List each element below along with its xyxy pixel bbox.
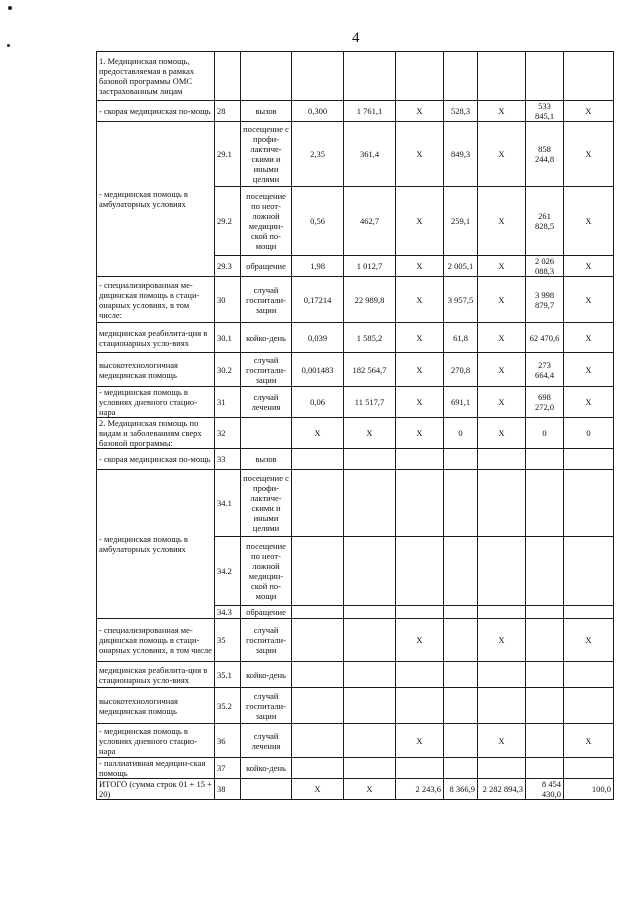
value-cell [478,688,526,724]
value-cell: X [564,323,614,353]
value-cell [478,662,526,688]
table-row [97,724,614,758]
value-cell: X [564,277,614,323]
value-cell: 0,039 [292,323,344,353]
value-cell: 528,3 [444,101,478,122]
table-row [97,277,614,323]
value-cell: 0 [564,418,614,449]
value-cell [396,52,444,101]
value-cell: 2 005,1 [444,256,478,277]
value-cell: 8 454 430,0 [526,779,564,800]
table-row [97,387,614,418]
value-cell [344,688,396,724]
unit-cell: вызов [241,101,292,122]
table-row [97,122,614,187]
row-number: 35 [215,619,241,662]
row-name: высокотехнологичная медицинская помощь [97,688,215,724]
value-cell [564,449,614,470]
table-row [97,470,614,537]
table-row [97,619,614,662]
value-cell [478,470,526,537]
row-number: 33 [215,449,241,470]
unit-cell: койко-день [241,758,292,779]
value-cell: X [396,256,444,277]
value-cell: X [344,779,396,800]
value-cell [292,758,344,779]
value-cell: 3 957,5 [444,277,478,323]
page-number: 4 [352,30,360,46]
value-cell: 273 664,4 [526,353,564,387]
value-cell [478,449,526,470]
value-cell [444,470,478,537]
table-row [97,688,614,724]
unit-cell: койко-день [241,323,292,353]
value-cell: 533 845,1 [526,101,564,122]
value-cell: 0 [444,418,478,449]
unit-cell [241,418,292,449]
value-cell: X [478,353,526,387]
row-name: - медицинская помощь в амбулаторных условиях [97,122,215,277]
scan-dot [8,6,12,10]
value-cell: X [478,187,526,256]
value-cell [478,537,526,606]
value-cell: 858 244,8 [526,122,564,187]
row-number: 34.3 [215,606,241,619]
value-cell [526,52,564,101]
row-name: 1. Медицинская помощь, предоставляемая в рамках базовой программы ОМС застрахованным лицам [97,52,215,101]
table-row [97,101,614,122]
row-number: 36 [215,724,241,758]
value-cell: 62 470,6 [526,323,564,353]
value-cell [396,470,444,537]
row-name: - медицинская помощь в условиях дневного стацио-нара [97,724,215,758]
value-cell: X [478,323,526,353]
value-cell: X [478,724,526,758]
value-cell: X [564,101,614,122]
value-cell [526,606,564,619]
row-name: - специализированная ме-дицинская помощь в стаци-онарных условиях, в том числе [97,619,215,662]
row-number: 32 [215,418,241,449]
tariff-table [96,51,614,800]
value-cell [526,619,564,662]
value-cell: 361,4 [344,122,396,187]
value-cell [396,662,444,688]
value-cell [478,52,526,101]
value-cell: X [396,187,444,256]
value-cell: 0,001483 [292,353,344,387]
value-cell: 0,56 [292,187,344,256]
value-cell: X [478,387,526,418]
value-cell: X [292,418,344,449]
value-cell: 698 272,0 [526,387,564,418]
value-cell: 849,3 [444,122,478,187]
value-cell [292,606,344,619]
value-cell: X [478,418,526,449]
value-cell: 182 564,7 [344,353,396,387]
value-cell [292,724,344,758]
value-cell: X [564,619,614,662]
value-cell: X [292,779,344,800]
value-cell [344,619,396,662]
value-cell [526,470,564,537]
value-cell [526,662,564,688]
value-cell: 1 761,1 [344,101,396,122]
value-cell [292,470,344,537]
value-cell [292,52,344,101]
value-cell [564,606,614,619]
value-cell [444,724,478,758]
value-cell: 691,1 [444,387,478,418]
unit-cell: обращение [241,256,292,277]
value-cell [396,449,444,470]
value-cell: 11 517,7 [344,387,396,418]
value-cell: X [478,277,526,323]
row-name: - паллиативная медицин-ская помощь [97,758,215,779]
unit-cell: посещение по неот-ложной медицин-ской по-мощи [241,187,292,256]
unit-cell: обращение [241,606,292,619]
value-cell: 2 243,6 [396,779,444,800]
value-cell [292,537,344,606]
row-name: - медицинская помощь в условиях дневного стацио-нара [97,387,215,418]
value-cell: X [396,353,444,387]
value-cell: 100,0 [564,779,614,800]
value-cell: X [564,122,614,187]
value-cell: X [396,724,444,758]
value-cell: X [478,101,526,122]
row-number: 35.1 [215,662,241,688]
row-number: 28 [215,101,241,122]
value-cell: X [478,256,526,277]
value-cell: 22 989,8 [344,277,396,323]
unit-cell: вызов [241,449,292,470]
row-number: 29.1 [215,122,241,187]
row-name: высокотехнологичная медицинская помощь [97,353,215,387]
value-cell [564,662,614,688]
value-cell [396,688,444,724]
unit-cell: посещение с профи-лактиче-скими и иными целями [241,122,292,187]
row-number: 31 [215,387,241,418]
value-cell: X [564,187,614,256]
value-cell [564,470,614,537]
value-cell: X [396,387,444,418]
value-cell [396,537,444,606]
value-cell [396,758,444,779]
value-cell [292,688,344,724]
unit-cell: случай госпитали-зации [241,619,292,662]
value-cell: X [396,122,444,187]
row-name: медицинская реабилита-ция в стационарных усло-виях [97,323,215,353]
value-cell [344,724,396,758]
value-cell [344,537,396,606]
unit-cell: случай госпитали-зации [241,277,292,323]
table-row [97,52,614,101]
value-cell: X [396,323,444,353]
value-cell: X [478,122,526,187]
row-number: 37 [215,758,241,779]
value-cell: 1 585,2 [344,323,396,353]
row-name: 2. Медицинская помощь по видам и заболеваниям сверх базовой программы: [97,418,215,449]
value-cell [526,537,564,606]
unit-cell: случай лечения [241,724,292,758]
row-name: - скорая медицинская по-мощь [97,101,215,122]
value-cell: 3 998 879,7 [526,277,564,323]
value-cell: 0,17214 [292,277,344,323]
value-cell: X [344,418,396,449]
table-row [97,323,614,353]
unit-cell: койко-день [241,662,292,688]
value-cell: 2 026 088,3 [526,256,564,277]
table-row [97,662,614,688]
table-row [97,353,614,387]
value-cell [344,449,396,470]
value-cell: 259,1 [444,187,478,256]
scan-dot [7,44,10,47]
unit-cell [241,52,292,101]
value-cell: 0 [526,418,564,449]
value-cell: 462,7 [344,187,396,256]
value-cell: X [564,256,614,277]
row-number [215,52,241,101]
value-cell [526,724,564,758]
value-cell: 261 828,5 [526,187,564,256]
value-cell: 0,300 [292,101,344,122]
row-name: - специализированная ме-дицинская помощь в стаци-онарных условиях, в том числе: [97,277,215,323]
value-cell [564,758,614,779]
row-number: 29.2 [215,187,241,256]
value-cell [292,449,344,470]
value-cell [526,449,564,470]
value-cell [344,606,396,619]
value-cell: 2,35 [292,122,344,187]
row-number: 30.2 [215,353,241,387]
value-cell: X [396,418,444,449]
value-cell: 8 366,9 [444,779,478,800]
row-number: 30 [215,277,241,323]
row-name: - медицинская помощь в амбулаторных условиях [97,470,215,619]
row-number: 38 [215,779,241,800]
row-name: ИТОГО (сумма строк 01 + 15 + 20) [97,779,215,800]
value-cell [564,52,614,101]
value-cell [344,470,396,537]
value-cell [526,688,564,724]
value-cell: 270,8 [444,353,478,387]
value-cell [444,662,478,688]
value-cell [564,537,614,606]
value-cell [444,449,478,470]
value-cell [344,758,396,779]
value-cell [344,52,396,101]
row-name: - скорая медицинская по-мощь [97,449,215,470]
row-number: 34.2 [215,537,241,606]
unit-cell: случай госпитали-зации [241,353,292,387]
row-number: 34.1 [215,470,241,537]
value-cell: X [396,619,444,662]
value-cell [396,606,444,619]
table-row [97,758,614,779]
unit-cell: посещение по неот-ложной медицин-ской по-мощи [241,537,292,606]
value-cell: X [396,277,444,323]
unit-cell: случай лечения [241,387,292,418]
table-row [97,449,614,470]
value-cell: 2 282 894,3 [478,779,526,800]
value-cell [292,619,344,662]
value-cell [292,662,344,688]
value-cell: X [564,724,614,758]
unit-cell: случай госпитали-зации [241,688,292,724]
value-cell [478,758,526,779]
value-cell [444,537,478,606]
value-cell [444,52,478,101]
row-number: 30.1 [215,323,241,353]
value-cell [444,758,478,779]
row-name: медицинская реабилита-ция в стационарных усло-виях [97,662,215,688]
value-cell: X [396,101,444,122]
value-cell [564,688,614,724]
value-cell [526,758,564,779]
value-cell: X [478,619,526,662]
row-number: 35.2 [215,688,241,724]
value-cell: 61,8 [444,323,478,353]
table-row [97,418,614,449]
unit-cell: посещение с профи-лактиче-скими и иными целями [241,470,292,537]
row-number: 29.3 [215,256,241,277]
value-cell: 1 012,7 [344,256,396,277]
value-cell: X [564,353,614,387]
value-cell [444,619,478,662]
value-cell [478,606,526,619]
value-cell: 0,06 [292,387,344,418]
unit-cell [241,779,292,800]
value-cell [344,662,396,688]
value-cell: 1,98 [292,256,344,277]
value-cell [444,606,478,619]
table-row [97,779,614,800]
value-cell [444,688,478,724]
value-cell: X [564,387,614,418]
